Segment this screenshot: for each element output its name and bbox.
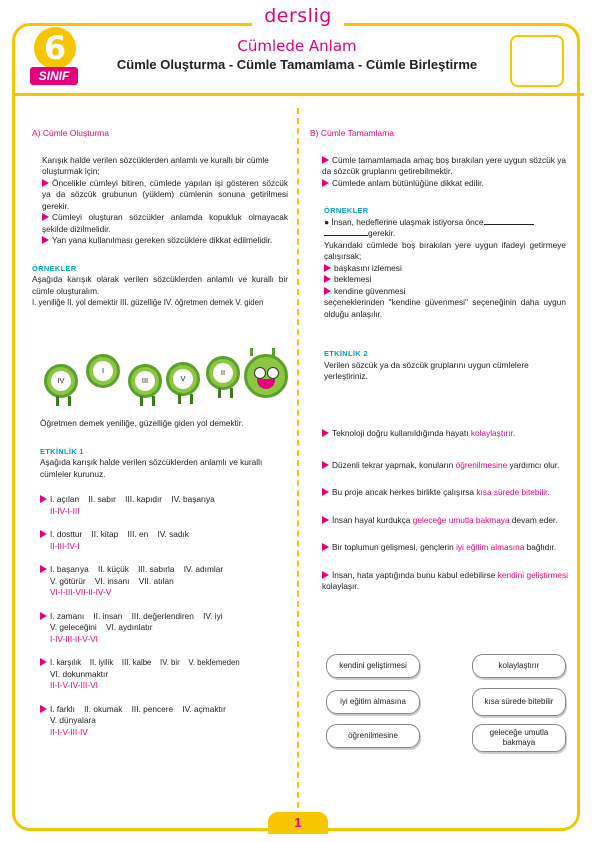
arrow-icon — [324, 275, 331, 283]
example-label: ÖRNEKLER — [32, 263, 77, 273]
arrow-icon — [40, 612, 47, 620]
exercise-line-2: V. geleceğini VI. aydınlatır — [50, 622, 153, 632]
exercise-line-2: VI. dokunmaktır — [50, 668, 109, 679]
caterpillar-segment: IV — [44, 364, 78, 398]
arrow-icon — [322, 516, 329, 524]
left-column-lower — [40, 418, 292, 480]
exercise-answer: II-I-V-III-IV — [50, 726, 88, 737]
grade-badge — [30, 29, 78, 87]
arrow-icon — [40, 705, 47, 713]
example-sentence: ● İnsan, hedeflerine ulaşmak istiyorsa önce — [324, 217, 566, 229]
arrow-icon — [322, 488, 329, 496]
option-item: beklemesi — [324, 274, 566, 286]
rule-item: Yan yana kullanılması gereken sözcüklere dikkat edilmelidir. — [42, 235, 288, 247]
left-column — [32, 128, 288, 309]
example-answer: seçeneklerinden "kendine güvenmesi" seçeneğinin daha uygun olduğu anlaşılır. — [324, 297, 566, 319]
word-box[interactable]: geleceğe umutla bakmaya — [472, 724, 566, 752]
exercise-line-1: I. karşılık II. iyilik III. kalbe IV. bir V. beklemeden — [40, 657, 288, 669]
grade-number: 6 — [34, 27, 76, 69]
caterpillar-segment: III — [128, 364, 162, 398]
option-item: başkasını izlemesi — [324, 263, 566, 275]
header-box — [510, 35, 564, 87]
exercise-line-1: I. başarıya II. küçük III. sabırla IV. adımlar — [40, 564, 288, 576]
activity-label: ETKİNLİK 1 — [40, 446, 84, 456]
intro-text: Karışık halde verilen sözcüklerden anlamlı ve kurallı bir cümle oluşturmak için; — [42, 154, 269, 176]
sentence-item: Bu proje ancak herkes birlikte çalışırsa kısa sürede bitebilir. — [322, 487, 568, 499]
caterpillar-segment: II — [206, 356, 240, 390]
word-box[interactable]: kendini geliştirmesi — [326, 654, 420, 678]
arrow-icon — [322, 156, 329, 164]
header-divider — [12, 93, 584, 96]
page-subtitle: Cümle Oluşturma - Cümle Tamamlama - Cümle Birleştirme — [116, 57, 478, 72]
word-box[interactable]: kolaylaştırır — [472, 654, 566, 678]
example-question: Yukarıdaki cümlede boş bırakılan yere uygun ifadeyi getirmeye çalışırsak; — [324, 239, 566, 261]
exercise-answer: VI-I-III-VII-II-IV-V — [50, 587, 112, 597]
exercise-answer: II-I-V-IV-III-VI — [50, 680, 98, 690]
header — [22, 29, 570, 91]
exercise-line-2: V. dünyalara — [50, 715, 96, 725]
exercise-answer: II-III-IV-I — [50, 540, 80, 551]
exercise-answer: I-IV-III-II-V-VI — [50, 633, 98, 644]
exercise-item — [40, 564, 288, 599]
activity-text: Aşağıda karışık halde verilen sözcüklerden anlamlı ve kurallı cümleler kurunuz. — [40, 457, 263, 479]
rule-item: Cümle tamamlamada amaç boş bırakılan yere uygun sözcük ya da sözcük gruplarını getirebilmektir. — [322, 154, 566, 176]
arrow-icon — [40, 565, 47, 573]
exercise-item — [40, 657, 288, 692]
page-title: Cümlede Anlam — [237, 37, 357, 55]
arrow-icon — [40, 495, 47, 503]
activity-label: ETKİNLİK 2 — [324, 349, 368, 358]
arrow-icon — [42, 236, 49, 244]
sentence-item: Düzenli tekrar yapmak, konuların öğrenilmesine yardımcı olur. — [322, 460, 568, 472]
word-box[interactable]: kısa sürede bitebilir — [472, 688, 566, 716]
page-number-tab — [268, 812, 328, 834]
arrow-icon — [40, 530, 47, 538]
exercise-line-1: I. zamanı II. insan III. değerlendiren IV. iyi — [40, 611, 288, 623]
exercise-item — [40, 611, 288, 646]
arrow-icon — [324, 287, 331, 295]
caterpillar-illustration — [38, 348, 293, 410]
arrow-icon — [40, 658, 47, 666]
column-divider — [297, 108, 299, 808]
caterpillar-head — [244, 354, 288, 398]
arrow-icon — [322, 543, 329, 551]
arrow-icon — [324, 264, 331, 272]
sentence-item: İnsan hayal kurdukça geleceğe umutla bakmaya devam eder. — [322, 515, 568, 527]
section-title-b: B) Cümle Tamamlama — [310, 128, 394, 138]
exercise-item — [40, 704, 288, 739]
example-label: ÖRNEKLER — [324, 206, 369, 215]
arrow-icon — [322, 179, 329, 187]
brand-logo: derslig — [264, 5, 332, 27]
example-words: I. yeniliğe II. yol demektir III. güzelliğe IV. öğretmen demek V. giden — [32, 298, 264, 307]
word-box[interactable]: iyi eğitim almasına — [326, 690, 420, 714]
caterpillar-segment: I — [86, 354, 120, 388]
example-text: Aşağıda karışık olarak verilen sözcüklerden anlamlı ve kurallı bir cümle oluşturalım. — [32, 274, 288, 296]
arrow-icon — [322, 461, 329, 469]
exercise-line-2: V. götürür VI. insanı VII. atılan — [50, 575, 174, 586]
exercise-answer: II-IV-I-III — [50, 505, 80, 516]
arrow-icon — [322, 571, 329, 579]
arrow-icon — [42, 179, 49, 187]
section-title-a: A) Cümle Oluşturma — [32, 128, 109, 138]
exercise-line-1: I. dosttur II. kitap III. en IV. sadık — [40, 529, 288, 541]
sentence-item: İnsan, hata yaptığında bunu kabul edebilirse kendini geliştirmesi kolaylaşır. — [322, 569, 568, 591]
right-column — [310, 128, 566, 383]
example-answer: Öğretmen demek yeniliğe, güzelliğe giden yol demektir. — [40, 418, 244, 428]
rule-item: Cümleyi oluşturan sözcükler anlamda kopukluk olmayacak şekilde dizilmelidir. — [42, 212, 288, 234]
exercise-line-1: I. açılan II. sabır III. kapıdır IV. başarıya — [40, 494, 288, 506]
word-box[interactable]: öğrenilmesine — [326, 724, 420, 748]
sentence-item: Bir toplumun gelişmesi, gençlerin iyi eğitim almasına bağlıdır. — [322, 542, 568, 554]
exercise-item — [40, 529, 288, 552]
option-item: kendine güvenmesi — [324, 286, 566, 298]
exercise-item — [40, 494, 288, 517]
activity-text: Verilen sözcük ya da sözcük gruplarını uygun cümlelere yerleştiriniz. — [324, 359, 529, 381]
exercise-line-1: I. farklı II. okumak III. pencere IV. açmaktır — [40, 704, 288, 716]
rule-item: Öncelikle cümleyi bitiren, cümlede yapılan işi gösteren sözcük ya da sözcük grubunun (yüklem) cümlenin sonuna getirilmesi gerekir. — [42, 177, 288, 211]
sentence-item: Teknoloji doğru kullanıldığında hayatı kolaylaştırır. — [322, 428, 568, 440]
page-number: 1 — [294, 815, 302, 830]
activity-1-items — [40, 494, 288, 738]
caterpillar-segment: V — [166, 362, 200, 396]
grade-label: SINIF — [30, 67, 78, 85]
arrow-icon — [322, 429, 329, 437]
example-sentence-end: gerekir. — [324, 228, 566, 240]
activity-2-sentences — [322, 428, 568, 593]
rule-item: Cümlede anlam bütünlüğüne dikkat edilir. — [322, 178, 566, 190]
arrow-icon — [42, 213, 49, 221]
